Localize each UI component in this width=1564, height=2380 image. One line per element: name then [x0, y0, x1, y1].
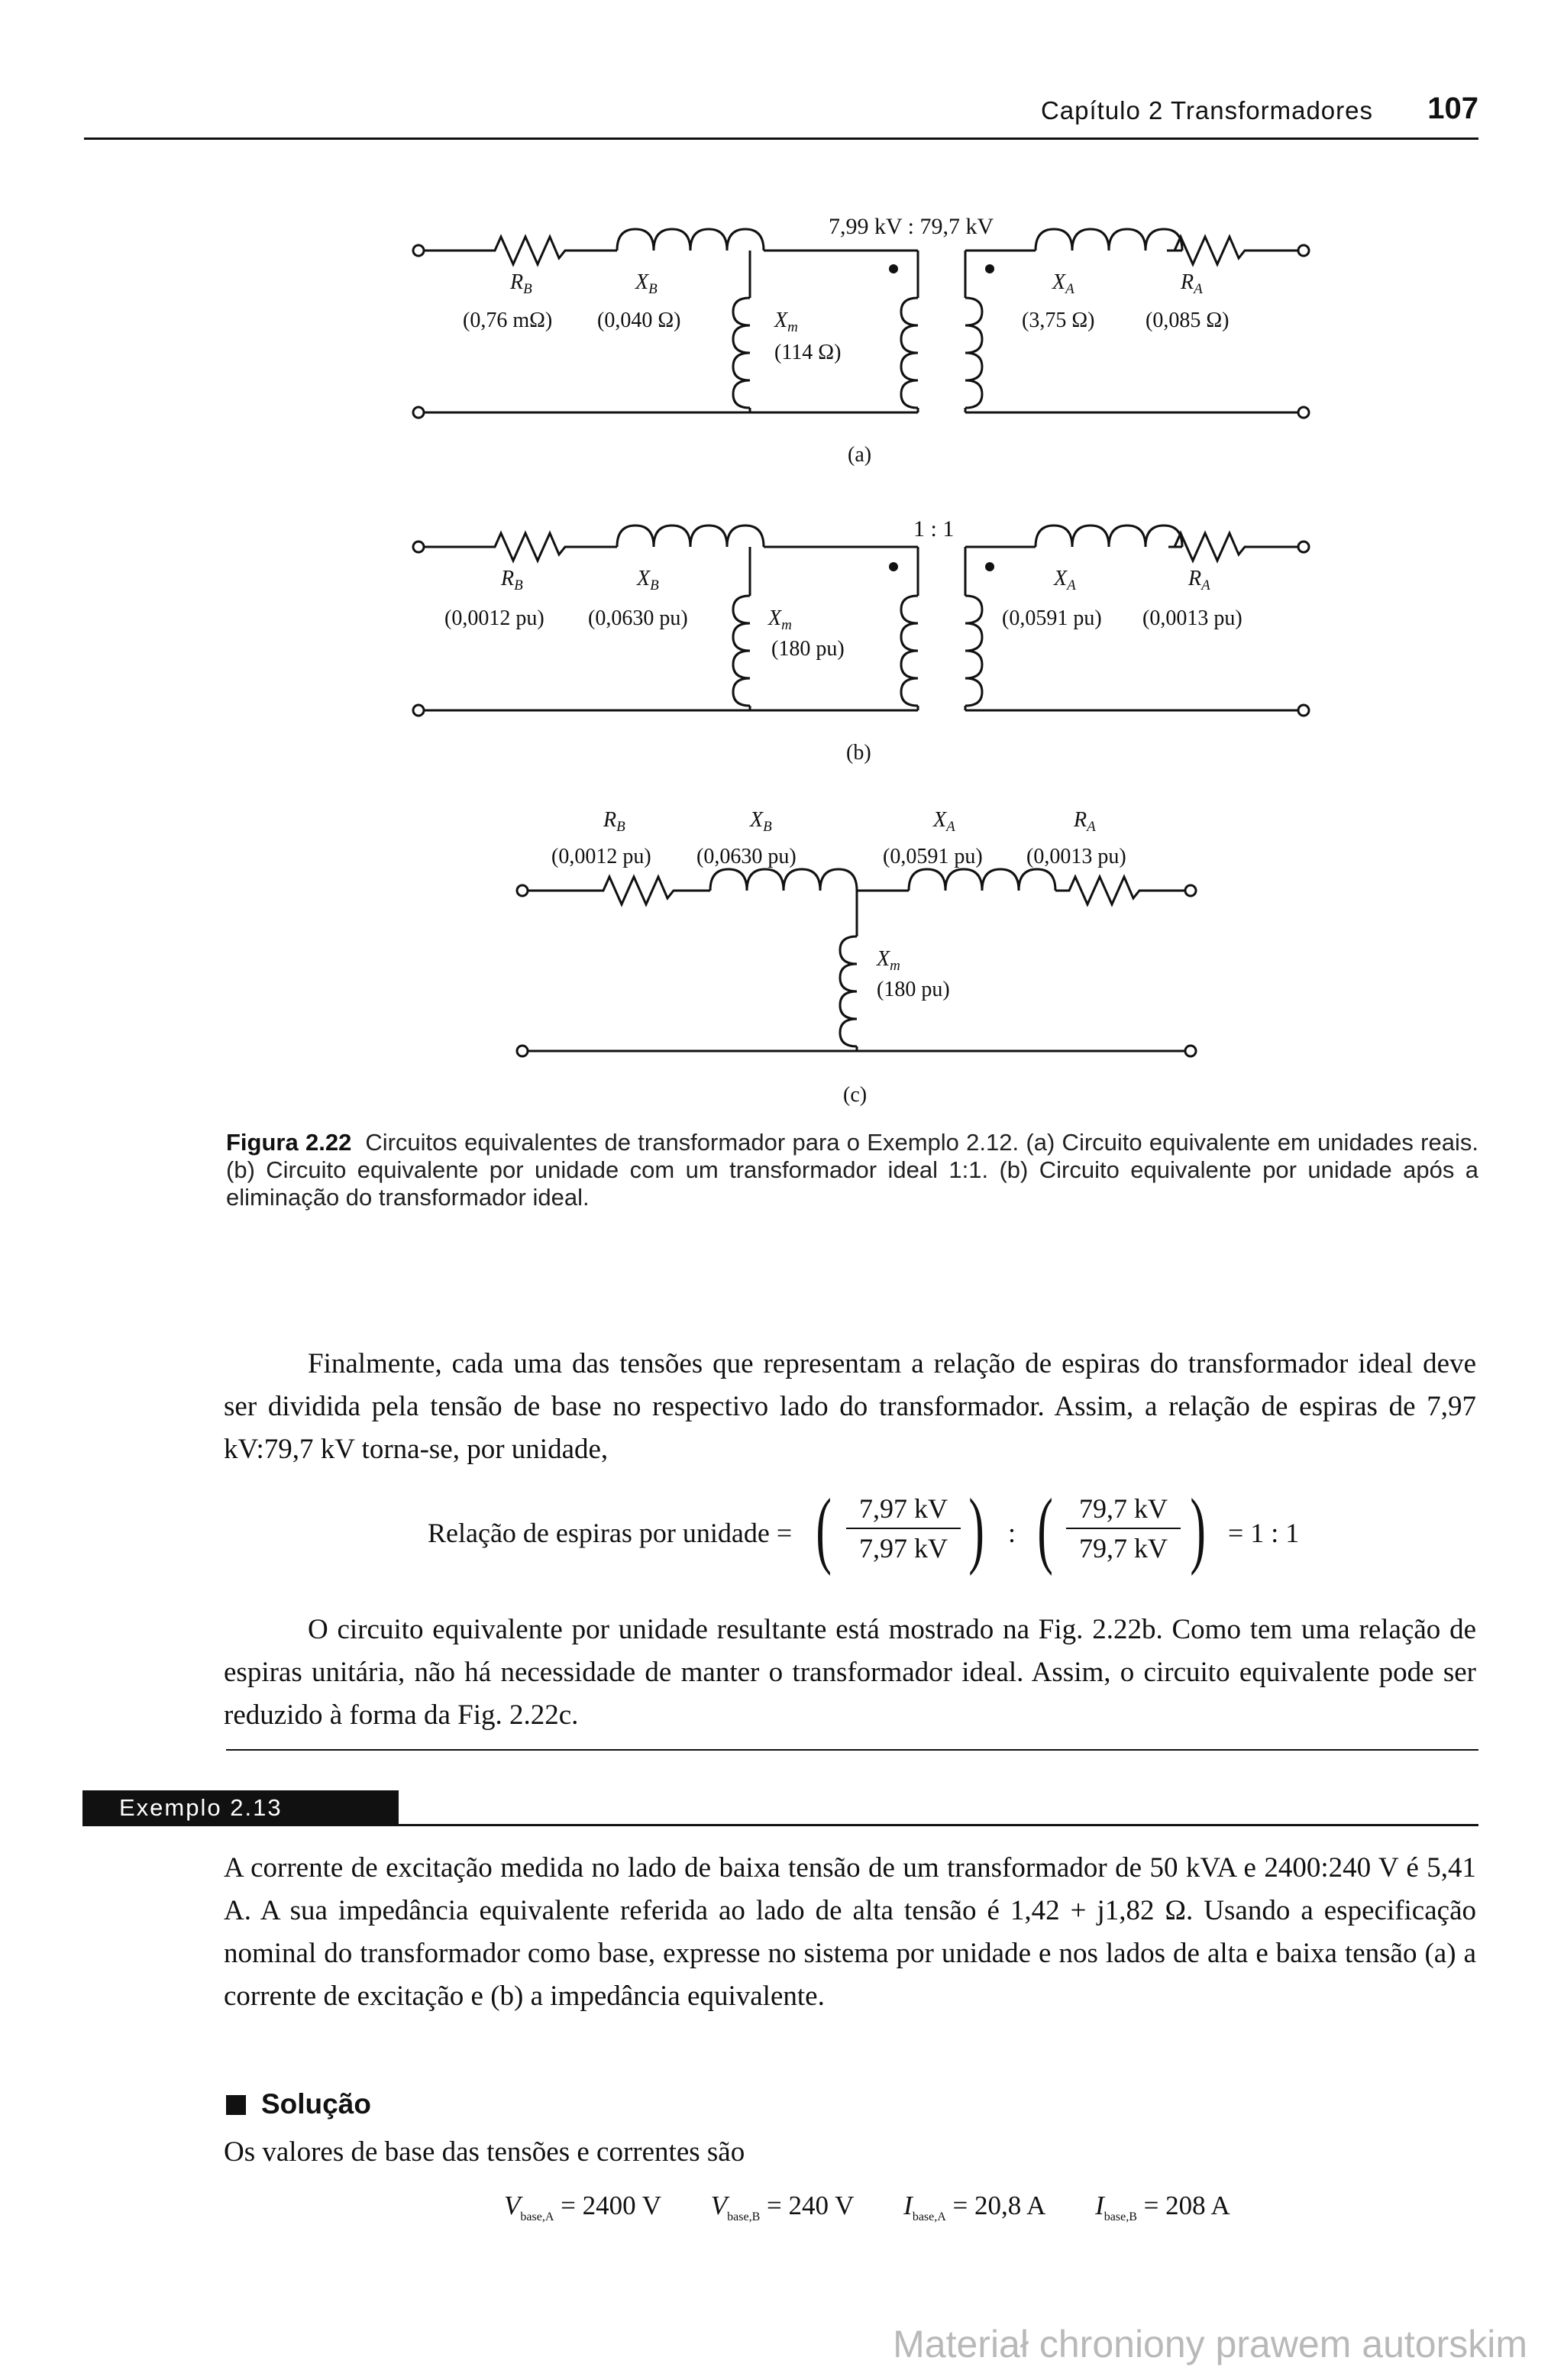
label-xa-b: $X_A$ — [1054, 567, 1076, 593]
solution-text: Os valores de base das tensões e correntes são — [224, 2136, 745, 2168]
inductor-xm-icon — [733, 298, 750, 408]
inductor-xa-icon — [1036, 229, 1182, 251]
symbol-v-base-b: V — [710, 2191, 728, 2220]
transformer-secondary-icon — [965, 298, 982, 408]
label-xb-c: $X_B$ — [750, 808, 772, 835]
circuit-a — [413, 214, 1309, 467]
example-heading: Exemplo 2.13 — [82, 1790, 399, 1825]
fraction-1 — [846, 1492, 961, 1564]
label-xa-a: $X_A$ — [1052, 270, 1074, 297]
value-xm-c: (180 pu) — [877, 978, 950, 1001]
value-xb-a: (0,040 Ω) — [597, 309, 681, 332]
fraction-1-denominator: 7,97 kV — [859, 1533, 948, 1563]
label-ra-c: $R_A$ — [1074, 808, 1096, 835]
equation-colon: : — [1008, 1518, 1016, 1548]
label-rb-c: $R_B$ — [603, 808, 625, 835]
label-xa-c: $X_A$ — [933, 808, 955, 835]
resistor-rb-icon — [489, 533, 571, 561]
label-a: (a) — [848, 443, 872, 467]
figure-2-22 — [0, 0, 1564, 1123]
resistor-ra-icon — [1063, 877, 1146, 904]
solution-heading: Solução — [226, 2088, 371, 2120]
value-ra-a: (0,085 Ω) — [1146, 309, 1230, 332]
ratio-a: 7,99 kV : 79,7 kV — [829, 214, 994, 239]
fraction-2 — [1066, 1492, 1181, 1564]
value-xb-c: (0,0630 pu) — [696, 845, 797, 868]
caption-text: Circuitos equivalentes de transformador para o Exemplo 2.12. (a) Circuito equivalente em unidades reais. (b) Circuito equivalente por unidade com um transformador ideal 1:1. (b) Circuito equivalente por unidade após a eliminação do transformador ideal. — [226, 1129, 1478, 1211]
circuit-c — [517, 808, 1196, 1107]
inductor-xm-icon — [840, 936, 857, 1046]
paren-open-2: ( — [1037, 1482, 1053, 1576]
equation-label: Relação de espiras por unidade = — [428, 1518, 793, 1548]
value-xa-b: (0,0591 pu) — [1002, 606, 1102, 630]
inductor-xb-icon — [617, 525, 764, 547]
value-rb-a: (0,76 mΩ) — [463, 309, 553, 332]
equation-result: = 1 : 1 — [1228, 1518, 1300, 1548]
label-rb-a: $R_B$ — [510, 270, 532, 297]
square-bullet-icon — [226, 2095, 246, 2115]
inductor-xb-icon — [617, 229, 764, 251]
label-xb-b: $X_B$ — [637, 567, 659, 593]
paragraph-1: Finalmente, cada uma das tensões que representam a relação de espiras do transformador ideal deve ser dividida pela tensão de base no respectivo lado do transformador. Assim, a relação de espiras de 7,97 kV:79,7 kV torna-se, por unidade, — [224, 1348, 1476, 1465]
value-xb-b: (0,0630 pu) — [588, 606, 688, 630]
label-ra-a: $R_A$ — [1181, 270, 1203, 297]
example-rule — [82, 1824, 1478, 1826]
label-rb-b: $R_B$ — [501, 567, 523, 593]
inductor-xm-icon — [733, 596, 750, 706]
label-ra-b: $R_A$ — [1188, 567, 1210, 593]
equation-turns-ratio — [428, 1482, 1344, 1581]
paren-close-2: ) — [1190, 1482, 1206, 1576]
value-xa-c: (0,0591 pu) — [883, 845, 983, 868]
transformer-primary-icon — [901, 596, 918, 706]
circuit-b — [413, 516, 1309, 765]
fraction-1-numerator: 7,97 kV — [846, 1492, 961, 1529]
inductor-xa-icon — [909, 869, 1055, 891]
symbol-i-base-a: I — [903, 2191, 913, 2220]
value-xm-a: (114 Ω) — [774, 341, 842, 364]
example-text: A corrente de excitação medida no lado de baixa tensão de um transformador de 50 kVA e 2400:240 V é 5,41 A. A sua impedância equivalente referida ao lado de alta tensão é 1,42 + j1,82 Ω. Usando a especificação nominal do transformador como base, expresse no sistema por unidade e nos lados de alta e baixa tensão (a) a corrente de excitação e (b) a impedância equivalente. — [224, 1852, 1476, 2012]
fraction-2-denominator: 79,7 kV — [1079, 1533, 1168, 1563]
transformer-secondary-icon — [965, 596, 982, 706]
page-number: 107 — [1427, 92, 1478, 125]
value-ra-b: (0,0013 pu) — [1142, 606, 1242, 630]
inductor-xa-icon — [1036, 525, 1182, 547]
label-xm-a: $X_m$ — [774, 309, 798, 335]
transformer-primary-icon — [901, 298, 918, 408]
fraction-2-numerator: 79,7 kV — [1066, 1492, 1181, 1529]
label-xm-c: $X_m$ — [877, 947, 900, 974]
label-xb-a: $X_B$ — [635, 270, 658, 297]
value-rb-b: (0,0012 pu) — [444, 606, 544, 630]
chapter-title: Capítulo 2 Transformadores — [1040, 96, 1373, 124]
paren-close-1: ) — [968, 1482, 984, 1576]
paren-open-1: ( — [816, 1482, 832, 1576]
paragraph-2: O circuito equivalente por unidade resultante está mostrado na Fig. 2.22b. Como tem uma relação de espiras unitária, não há necessidade de manter o transformador ideal. Assim, o circuito equivalente pode ser reduzido à forma da Fig. 2.22c. — [224, 1614, 1476, 1731]
symbol-i-base-b: I — [1095, 2191, 1104, 2220]
divider-rule — [226, 1749, 1478, 1751]
label-b: (b) — [846, 741, 871, 765]
label-c: (c) — [843, 1083, 868, 1107]
value-rb-c: (0,0012 pu) — [551, 845, 651, 868]
watermark: Materiał chroniony prawem autorskim — [893, 2323, 1527, 2365]
figure-caption — [226, 1129, 1478, 1211]
value-xa-a: (3,75 Ω) — [1022, 309, 1095, 332]
ratio-b: 1 : 1 — [913, 516, 955, 542]
resistor-rb-icon — [489, 237, 571, 264]
label-xm-b: $X_m$ — [768, 606, 792, 633]
equation-base-values: $V_{base,A} = 2400$ V $V_{base,B} = 240$ V $I_{base,A} = 20,8$ A $I_{base,B} = 208$ A — [504, 2191, 1230, 2223]
value-ra-c: (0,0013 pu) — [1026, 845, 1126, 868]
resistor-rb-icon — [597, 877, 680, 904]
inductor-xb-icon — [710, 869, 857, 891]
symbol-v-base-a: V — [504, 2191, 521, 2220]
value-xm-b: (180 pu) — [771, 637, 845, 661]
caption-label: Figura 2.22 — [226, 1129, 352, 1156]
